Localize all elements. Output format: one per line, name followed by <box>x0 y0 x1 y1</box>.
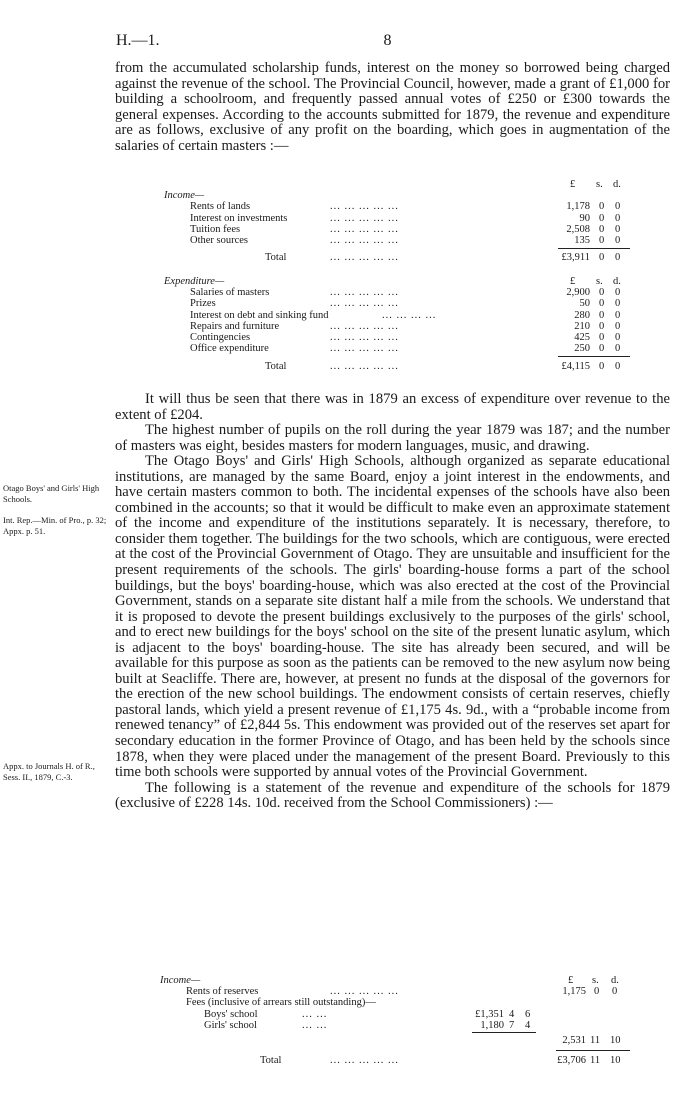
table-row <box>160 343 630 354</box>
margin-note-int-rep: Int. Rep.—Min. of Pro., p. 32; Appx. p. 51. <box>3 515 107 536</box>
body-text <box>115 392 670 812</box>
leader-dots: ... ... <box>302 1008 328 1020</box>
row-label: Contingencies <box>190 331 251 343</box>
leader-dots: ... ... ... ... ... <box>330 287 399 299</box>
income-total-row <box>160 246 630 264</box>
income-heading-row <box>160 190 630 201</box>
row-shillings: 0 <box>599 331 605 343</box>
total-pounds: £3,911 <box>561 252 590 264</box>
table-row <box>160 201 630 212</box>
document-reference: H.—1. <box>116 32 160 49</box>
table-row <box>160 321 630 332</box>
total-shillings: 11 <box>590 1054 601 1066</box>
paragraph-4: The Otago Boys' and Girls' High Schools, although organized as separate educational institutions, are managed by the same Board, enjoy a joint interest in the endowments, and have certain masters common to both. The incidental expenses of the schools have also been combined in the accounts; so that it would be difficult to make even an approximate statement of the income and expenditure of the institutions separately. It is necessary, therefore, to consider them together. The buildings for the two schools, which are contiguous, were erected at the cost of the Provincial Government of Otago. They are unsuitable and insufficient for the present requirements of the schools. The girls' boarding-house forms a part of the school buildings, but the boys' boarding-house, which was also erected at the cost of the Provincial Government, stands on a separate site distant half a mile from the schools. We understand that it is proposed to devote the present buildings exclusively to the purposes of the girls' school, and to erect new buildings for the boys' school on the site of the present lunatic asylum, which is adjacent to the boys' boarding-house. The site has already been secured, and will be available for this purpose as soon as the patients can be removed to the new asylum now being built at Seacliffe. There are, however, at present no funds at the disposal of the governors for the erection of the new school buildings. The endowment consists of certain reserves, chiefly pastoral lands, which yield a present revenue of £1,175 4s. 9d., with a “probable income from renewed tenancy” of £2,844 5s. This endowment was provided out of the reserves set apart for secondary education in the former Province of Otago, and has been held by the schools since 1878, when they were placed under the management of the present Board. Previously to this time both schools were supported by annual votes of the Provincial Government. <box>115 453 670 781</box>
table-row <box>160 235 630 246</box>
row-pence: 0 <box>615 309 621 321</box>
row-pounds: 1,178 <box>566 201 590 213</box>
leader-dots: ... ... ... ... ... <box>330 234 399 246</box>
total-pence: 10 <box>610 1054 621 1066</box>
shillings-head: s. <box>596 179 603 190</box>
row-shillings: 0 <box>599 223 605 235</box>
leader-dots: ... ... ... ... ... <box>330 201 399 213</box>
leader-dots: ... ... ... ... ... <box>330 1054 399 1066</box>
row-pence: 0 <box>612 986 618 998</box>
income-heading-row <box>160 975 630 986</box>
leader-dots: ... ... ... ... ... <box>330 343 399 355</box>
total-pence: 0 <box>615 252 621 264</box>
pounds-head: £ <box>568 975 574 986</box>
row-label: Prizes <box>190 298 216 310</box>
row-pounds: 250 <box>574 343 590 355</box>
table-row <box>160 332 630 343</box>
subtotal-shillings: 11 <box>590 1034 601 1046</box>
row-pence: 0 <box>615 298 621 310</box>
row-label: Rents of lands <box>190 201 251 213</box>
row-pence: 0 <box>615 287 621 299</box>
row-label: Interest on debt and sinking fund <box>190 309 329 321</box>
total-row <box>160 1047 630 1067</box>
row-pence: 0 <box>615 223 621 235</box>
row-shillings: 0 <box>599 320 605 332</box>
row-shillings: 0 <box>599 212 605 224</box>
row-pounds: 135 <box>574 234 590 246</box>
income-heading: Income— <box>160 975 201 986</box>
row-pounds: 1,180 <box>480 1019 504 1031</box>
row-pence: 6 <box>525 1008 531 1020</box>
row-pence: 0 <box>615 212 621 224</box>
leader-dots: ... ... ... ... ... <box>330 252 399 264</box>
row-pence: 0 <box>615 343 621 355</box>
row-pounds: 425 <box>574 331 590 343</box>
row-label: Office expenditure <box>190 343 269 355</box>
pounds-head: £ <box>570 276 576 287</box>
row-shillings: 0 <box>599 309 605 321</box>
expenditure-table-1879 <box>160 276 630 372</box>
row-shillings: 0 <box>599 234 605 246</box>
pence-head: d. <box>613 276 621 287</box>
row-pence: 4 <box>525 1019 531 1031</box>
row-pence: 0 <box>615 331 621 343</box>
total-rule <box>556 1050 630 1051</box>
shillings-head: s. <box>592 975 599 986</box>
subtotal-rule <box>558 356 630 357</box>
row-pounds: 2,900 <box>566 287 590 299</box>
table-row <box>160 1009 630 1020</box>
shillings-head: s. <box>596 276 603 287</box>
leader-dots: ... ... <box>302 1019 328 1031</box>
expenditure-total-row <box>160 354 630 372</box>
fees-rule <box>472 1032 536 1033</box>
expenditure-heading-row <box>160 276 630 287</box>
leader-dots: ... ... ... ... ... <box>330 361 399 373</box>
row-shillings: 0 <box>594 986 600 998</box>
total-pounds: £4,115 <box>561 361 590 373</box>
row-label: Salaries of masters <box>190 287 270 299</box>
total-pence: 0 <box>615 361 621 373</box>
row-shillings: 0 <box>599 343 605 355</box>
total-shillings: 0 <box>599 252 605 264</box>
subtotal-rule <box>558 248 630 249</box>
leader-dots: ... ... ... ... ... <box>330 298 399 310</box>
row-pounds: 210 <box>574 320 590 332</box>
row-label: Rents of reserves <box>186 986 259 998</box>
subtotal-pence: 10 <box>610 1034 621 1046</box>
leader-dots: ... ... ... ... ... <box>330 320 399 332</box>
row-label: Tuition fees <box>190 223 241 235</box>
row-shillings: 0 <box>599 287 605 299</box>
row-pounds: 1,175 <box>562 986 586 998</box>
page-number: 8 <box>383 32 392 49</box>
row-pence: 0 <box>615 201 621 213</box>
pence-head: d. <box>611 975 619 986</box>
total-label: Total <box>260 1054 282 1066</box>
row-shillings: 7 <box>509 1019 515 1031</box>
total-label: Total <box>265 361 287 373</box>
row-shillings: 0 <box>599 298 605 310</box>
accounts-table-1879 <box>160 179 630 264</box>
row-label: Girls' school <box>204 1019 257 1031</box>
row-label: Interest on investments <box>190 212 288 224</box>
row-shillings: 4 <box>509 1008 515 1020</box>
income-heading: Income— <box>164 190 205 202</box>
pence-head: d. <box>613 179 621 190</box>
fees-heading: Fees (inclusive of arrears still outstanding)— <box>186 997 376 1009</box>
table-row <box>160 213 630 224</box>
row-pence: 0 <box>615 234 621 246</box>
total-shillings: 0 <box>599 361 605 373</box>
table-row <box>160 986 630 997</box>
row-label: Boys' school <box>204 1008 258 1020</box>
paragraph-3: The highest number of pupils on the roll during the year 1879 was 187; and the number of masters was eight, besides masters for modern languages, music, and drawing. <box>115 422 670 454</box>
leader-dots: ... ... ... ... ... <box>330 212 399 224</box>
paragraph-text: from the accumulated scholarship funds, interest on the money so borrowed being charged against the revenue of the school. The Provincial Council, however, made a grant of £1,000 for building a schoolroom, and frequently passed annual votes of £250 or £300 towards the general expenses. According to the accounts submitted for 1879, the revenue and expenditure are as follows, exclusive of any profit on the boarding, which goes in augmentation of the salaries of certain masters :— <box>115 60 670 154</box>
leader-dots: ... ... ... ... ... <box>330 331 399 343</box>
fees-heading-row <box>160 997 630 1008</box>
accounts-table-schools-1879 <box>160 975 630 1067</box>
margin-note-appx-journals: Appx. to Journals H. of R., Sess. II., 1879, C.-3. <box>3 761 95 782</box>
table-row <box>160 310 630 321</box>
pounds-head: £ <box>570 179 576 190</box>
total-pounds: £3,706 <box>557 1054 586 1066</box>
table-row <box>160 298 630 309</box>
table-row <box>160 287 630 298</box>
leader-dots: ... ... ... ... ... <box>330 223 399 235</box>
table-row <box>160 224 630 235</box>
row-pence: 0 <box>615 320 621 332</box>
table-row <box>160 1020 630 1031</box>
row-pounds: 50 <box>579 298 590 310</box>
row-pounds: 2,508 <box>566 223 590 235</box>
paragraph-1 <box>115 61 670 154</box>
expenditure-heading: Expenditure— <box>164 276 225 287</box>
currency-heads-row <box>160 179 630 190</box>
paragraph-5: The following is a statement of the revenue and expenditure of the schools for 1879 (exclusive of £228 14s. 10d. received from the School Commissioners) :— <box>115 779 670 812</box>
row-pounds: 280 <box>574 309 590 321</box>
fees-subtotal-row <box>160 1031 630 1047</box>
row-shillings: 0 <box>599 201 605 213</box>
leader-dots: ... ... ... ... <box>382 309 437 321</box>
leader-dots: ... ... ... ... ... <box>330 986 399 998</box>
paragraph-2: It will thus be seen that there was in 1879 an excess of expenditure over revenue to the extent of £204. <box>115 391 670 423</box>
row-label: Repairs and furniture <box>190 320 280 332</box>
margin-note-otago-schools: Otago Boys' and Girls' High Schools. <box>3 483 100 504</box>
row-pounds: 90 <box>579 212 590 224</box>
total-label: Total <box>265 252 287 264</box>
subtotal-pounds: 2,531 <box>562 1034 586 1046</box>
row-pounds: £1,351 <box>475 1008 504 1020</box>
row-label: Other sources <box>190 234 249 246</box>
